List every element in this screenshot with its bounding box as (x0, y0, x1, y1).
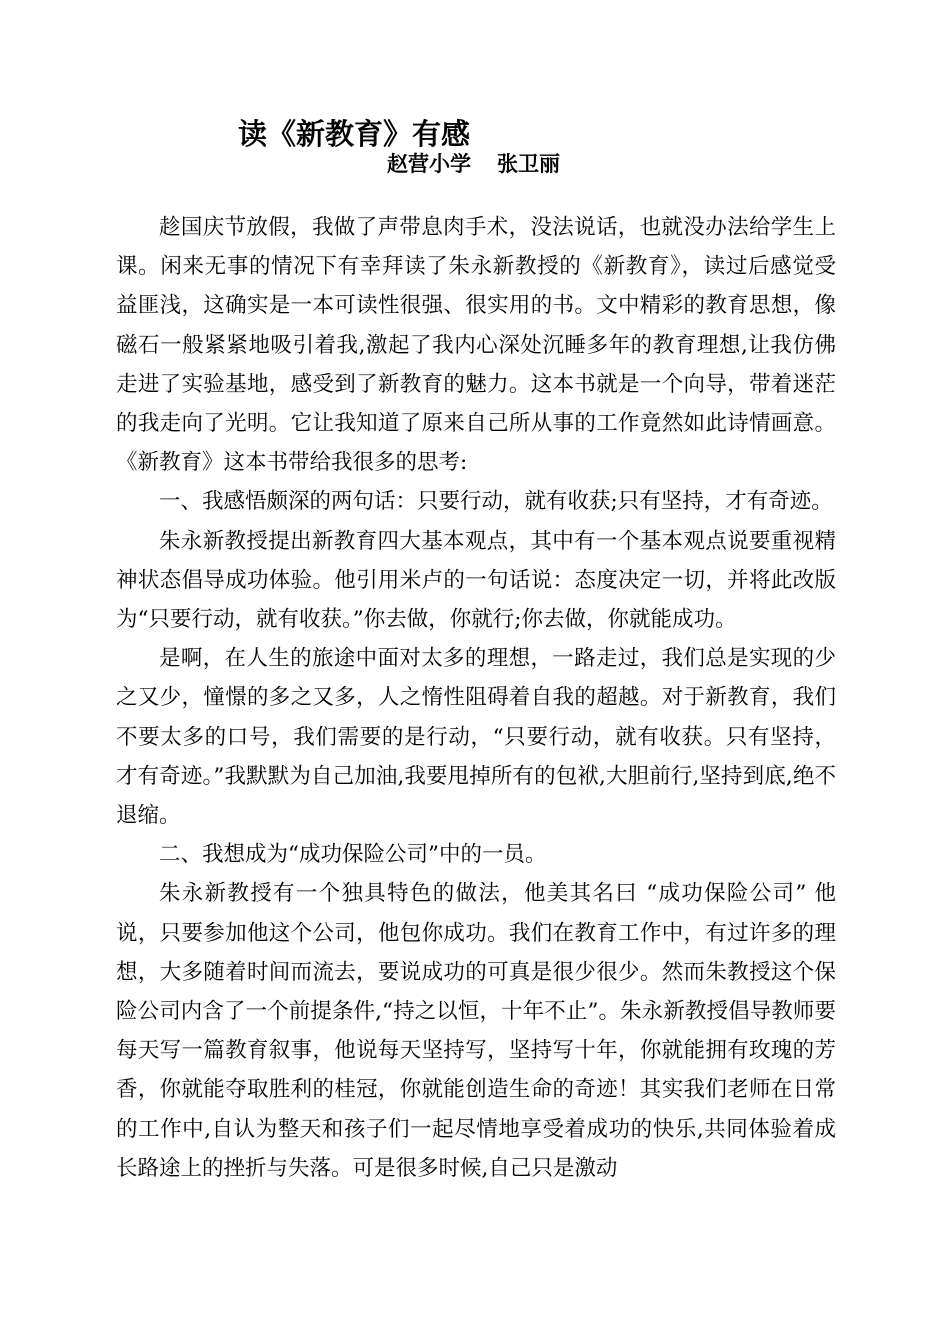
paragraph: 是啊，在人生的旅途中面对太多的理想，一路走过，我们总是实现的少之又少，憧憬的多之又多，人之惰性阻碍着自我的超越。对于新教育，我们不要太多的口号，我们需要的是行动，“只要行动，就有收获。只有坚持，才有奇迹。”我默默为自己加油,我要甩掉所有的包袱,大胆前行,坚持到底,绝不退缩。 (116, 646, 836, 829)
author-line (387, 149, 560, 179)
author-name: 张卫丽 (497, 151, 560, 176)
paragraph: 一、我感悟颇深的两句话：只要行动，就有收获;只有坚持，才有奇迹。 (159, 489, 833, 515)
paragraph: 朱永新教授提出新教育四大基本观点，其中有一个基本观点说要重视精神状态倡导成功体验。他引用米卢的一句话说：态度决定一切，并将此改版为“只要行动，就有收获。”你去做，你就行;你去做，你就能成功。 (116, 528, 836, 633)
paragraph: 朱永新教授有一个独具特色的做法，他美其名曰 “成功保险公司” 他说，只要参加他这个公司，他包你成功。我们在教育工作中，有过许多的理想，大多随着时间而流去，要说成功的可真是很少很少。然而朱教授这个保险公司内含了一个前提条件,“持之以恒，十年不止”。朱永新教授倡导教师要每天写一篇教育叙事，他说每天坚持写，坚持写十年，你就能拥有玫瑰的芳香，你就能夺取胜利的桂冠，你就能创造生命的奇迹！其实我们老师在日常的工作中,自认为整天和孩子们一起尽情地享受着成功的快乐,共同体验着成长路途上的挫折与失落。可是很多时候,自己只是激动 (116, 881, 836, 1181)
paragraph: 趁国庆节放假，我做了声带息肉手术，没法说话，也就没办法给学生上课。闲来无事的情况下有幸拜读了朱永新教授的《新教育》，读过后感觉受益匪浅，这确实是一本可读性很强、很实用的书。文中精彩的教育思想，像磁石一般紧紧地吸引着我,激起了我内心深处沉睡多年的教育理想,让我仿佛走进了实验基地，感受到了新教育的魅力。这本书就是一个向导，带着迷茫的我走向了光明。它让我知道了原来自己所从事的工作竟然如此诗情画意。《新教育》这本书带给我很多的思考: (116, 215, 836, 476)
author-school: 赵营小学 (387, 151, 471, 176)
paragraph: 二、我想成为“成功保险公司”中的一员。 (159, 842, 547, 868)
document-body (116, 208, 836, 1188)
document-title: 读《新教育》有感 (238, 117, 471, 151)
